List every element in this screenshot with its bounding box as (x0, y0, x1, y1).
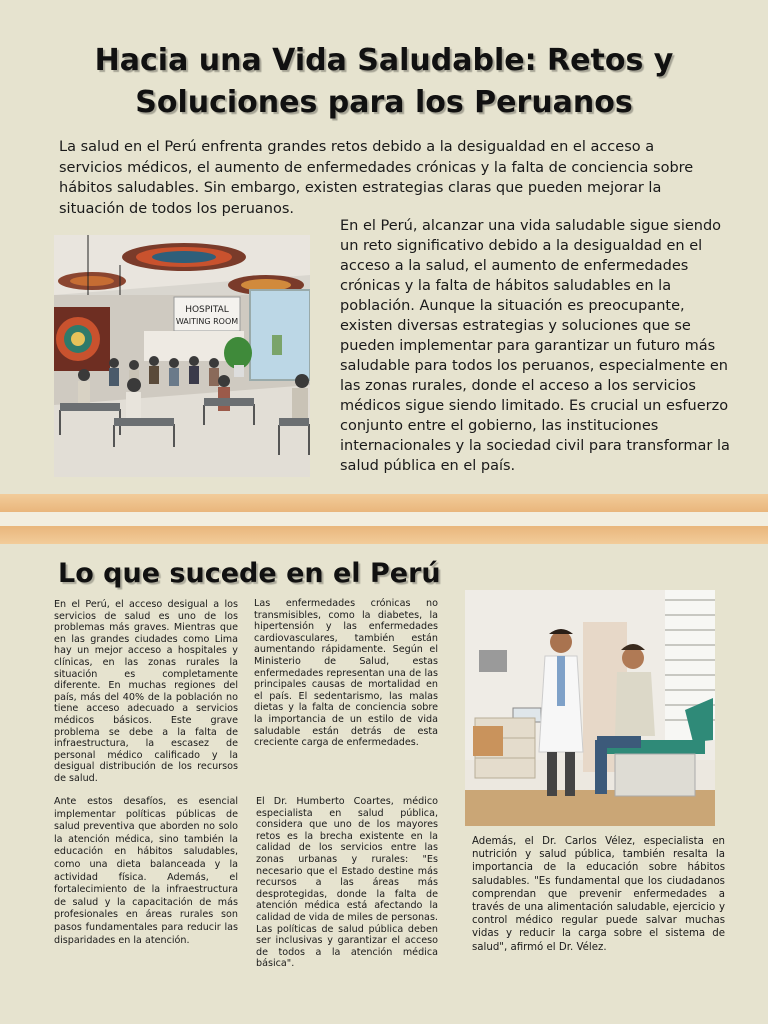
doctor-consultation-image (465, 590, 715, 826)
hospital-waiting-room-image (54, 235, 310, 477)
divider-band-top (0, 494, 768, 512)
page-title: Hacia una Vida Saludable: Retos y Soluciones para los Peruanos (94, 43, 674, 120)
hospital-sign-line2: WAITING ROOM (175, 317, 239, 326)
divider-band-bottom (0, 526, 768, 544)
column-text-1: En el Perú, el acceso desigual a los servicios de salud es uno de los problemas más graves. Mientras que en las grandes ciudades como Lima hay un mejor acceso a hospitales y clínicas, en las zonas rurales la situación es completamente diferente. En muchas regiones del país, más del 40% de la población no tiene acceso adecuado a servicios médicos básicos. Este grave problema se debe a la falta de infraestructura, la escasez de personal médico calificado y la desigual distribución de los recursos de salud. (54, 599, 238, 784)
column-text-2: Las enfermedades crónicas no transmisibles, como la diabetes, la hipertensión y las enfermedades cardiovasculares, también están aumentando rápidamente. Según el Ministerio de Salud, estas enfermedades representan una de las principales causas de mortalidad en el país. El sedentarismo, las malas dietas y la falta de conciencia sobre la importancia de un estilo de vida saludable están detrás de esta creciente carga de enfermedades. (254, 598, 438, 749)
column-text-3: Ante estos desafíos, es esencial implementar políticas públicas de salud preventiva que aborden no solo la atención médica, sino también la educación en hábitos saludables, como una dieta balanceada y la actividad física. Además, el fortalecimiento de la infraestructura de salud y la capacitación de más profesionales en áreas rurales son pasos fundamentales para reducir las disparidades en la atención. (54, 796, 238, 946)
divider-band-middle (0, 512, 768, 526)
column-text-4: El Dr. Humberto Coartes, médico especialista en salud pública, considera que uno de los mayores retos es la brecha existente en la calidad de los servicios entre las zonas urbanas y rurales: "Es necesario que el Estado destine más recursos a las áreas más desprotegidas, donde la falta de atención médica está afectando la calidad de vida de miles de personas. Las políticas de salud pública deben ser inclusivas y garantizar el acceso de todos a la atención médica básica". (256, 796, 438, 970)
intro-paragraph: La salud en el Perú enfrenta grandes retos debido a la desigualdad en el acceso a servicios médicos, el aumento de enfermedades crónicas y la falta de conciencia sobre hábitos saludables. Sin embargo, existen estrategias claras que pueden mejorar la situación de todos los peruanos. (59, 139, 694, 217)
column-text-5: Además, el Dr. Carlos Vélez, especialista en nutrición y salud pública, también resalta la importancia de la educación sobre hábitos saludables. "Es fundamental que los ciudadanos comprendan que prevenir enfermedades a través de una alimentación saludable, ejercicio y control médico regular puede salvar muchas vidas y reducir la carga sobre el sistema de salud", afirmó el Dr. Vélez. (472, 836, 725, 953)
section-title: Lo que sucede en el Perú (58, 558, 441, 589)
hospital-sign-line1: HOSPITAL (185, 305, 229, 315)
main-paragraph: En el Perú, alcanzar una vida saludable sigue siendo un reto significativo debido a la desigualdad en el acceso a la salud, el aumento de enfermedades crónicas y la falta de hábitos saludables en la población. Aunque la situación es preocupante, existen diversas estrategias y soluciones que se pueden implementar para garantizar un futuro más saludable para todos los peruanos, especialmente en las zonas rurales, donde el acceso a los servicios médicos sigue siendo limitado. Es crucial un esfuerzo conjunto entre el gobierno, las instituciones internacionales y la sociedad civil para transformar la salud pública en el país. (340, 218, 730, 474)
